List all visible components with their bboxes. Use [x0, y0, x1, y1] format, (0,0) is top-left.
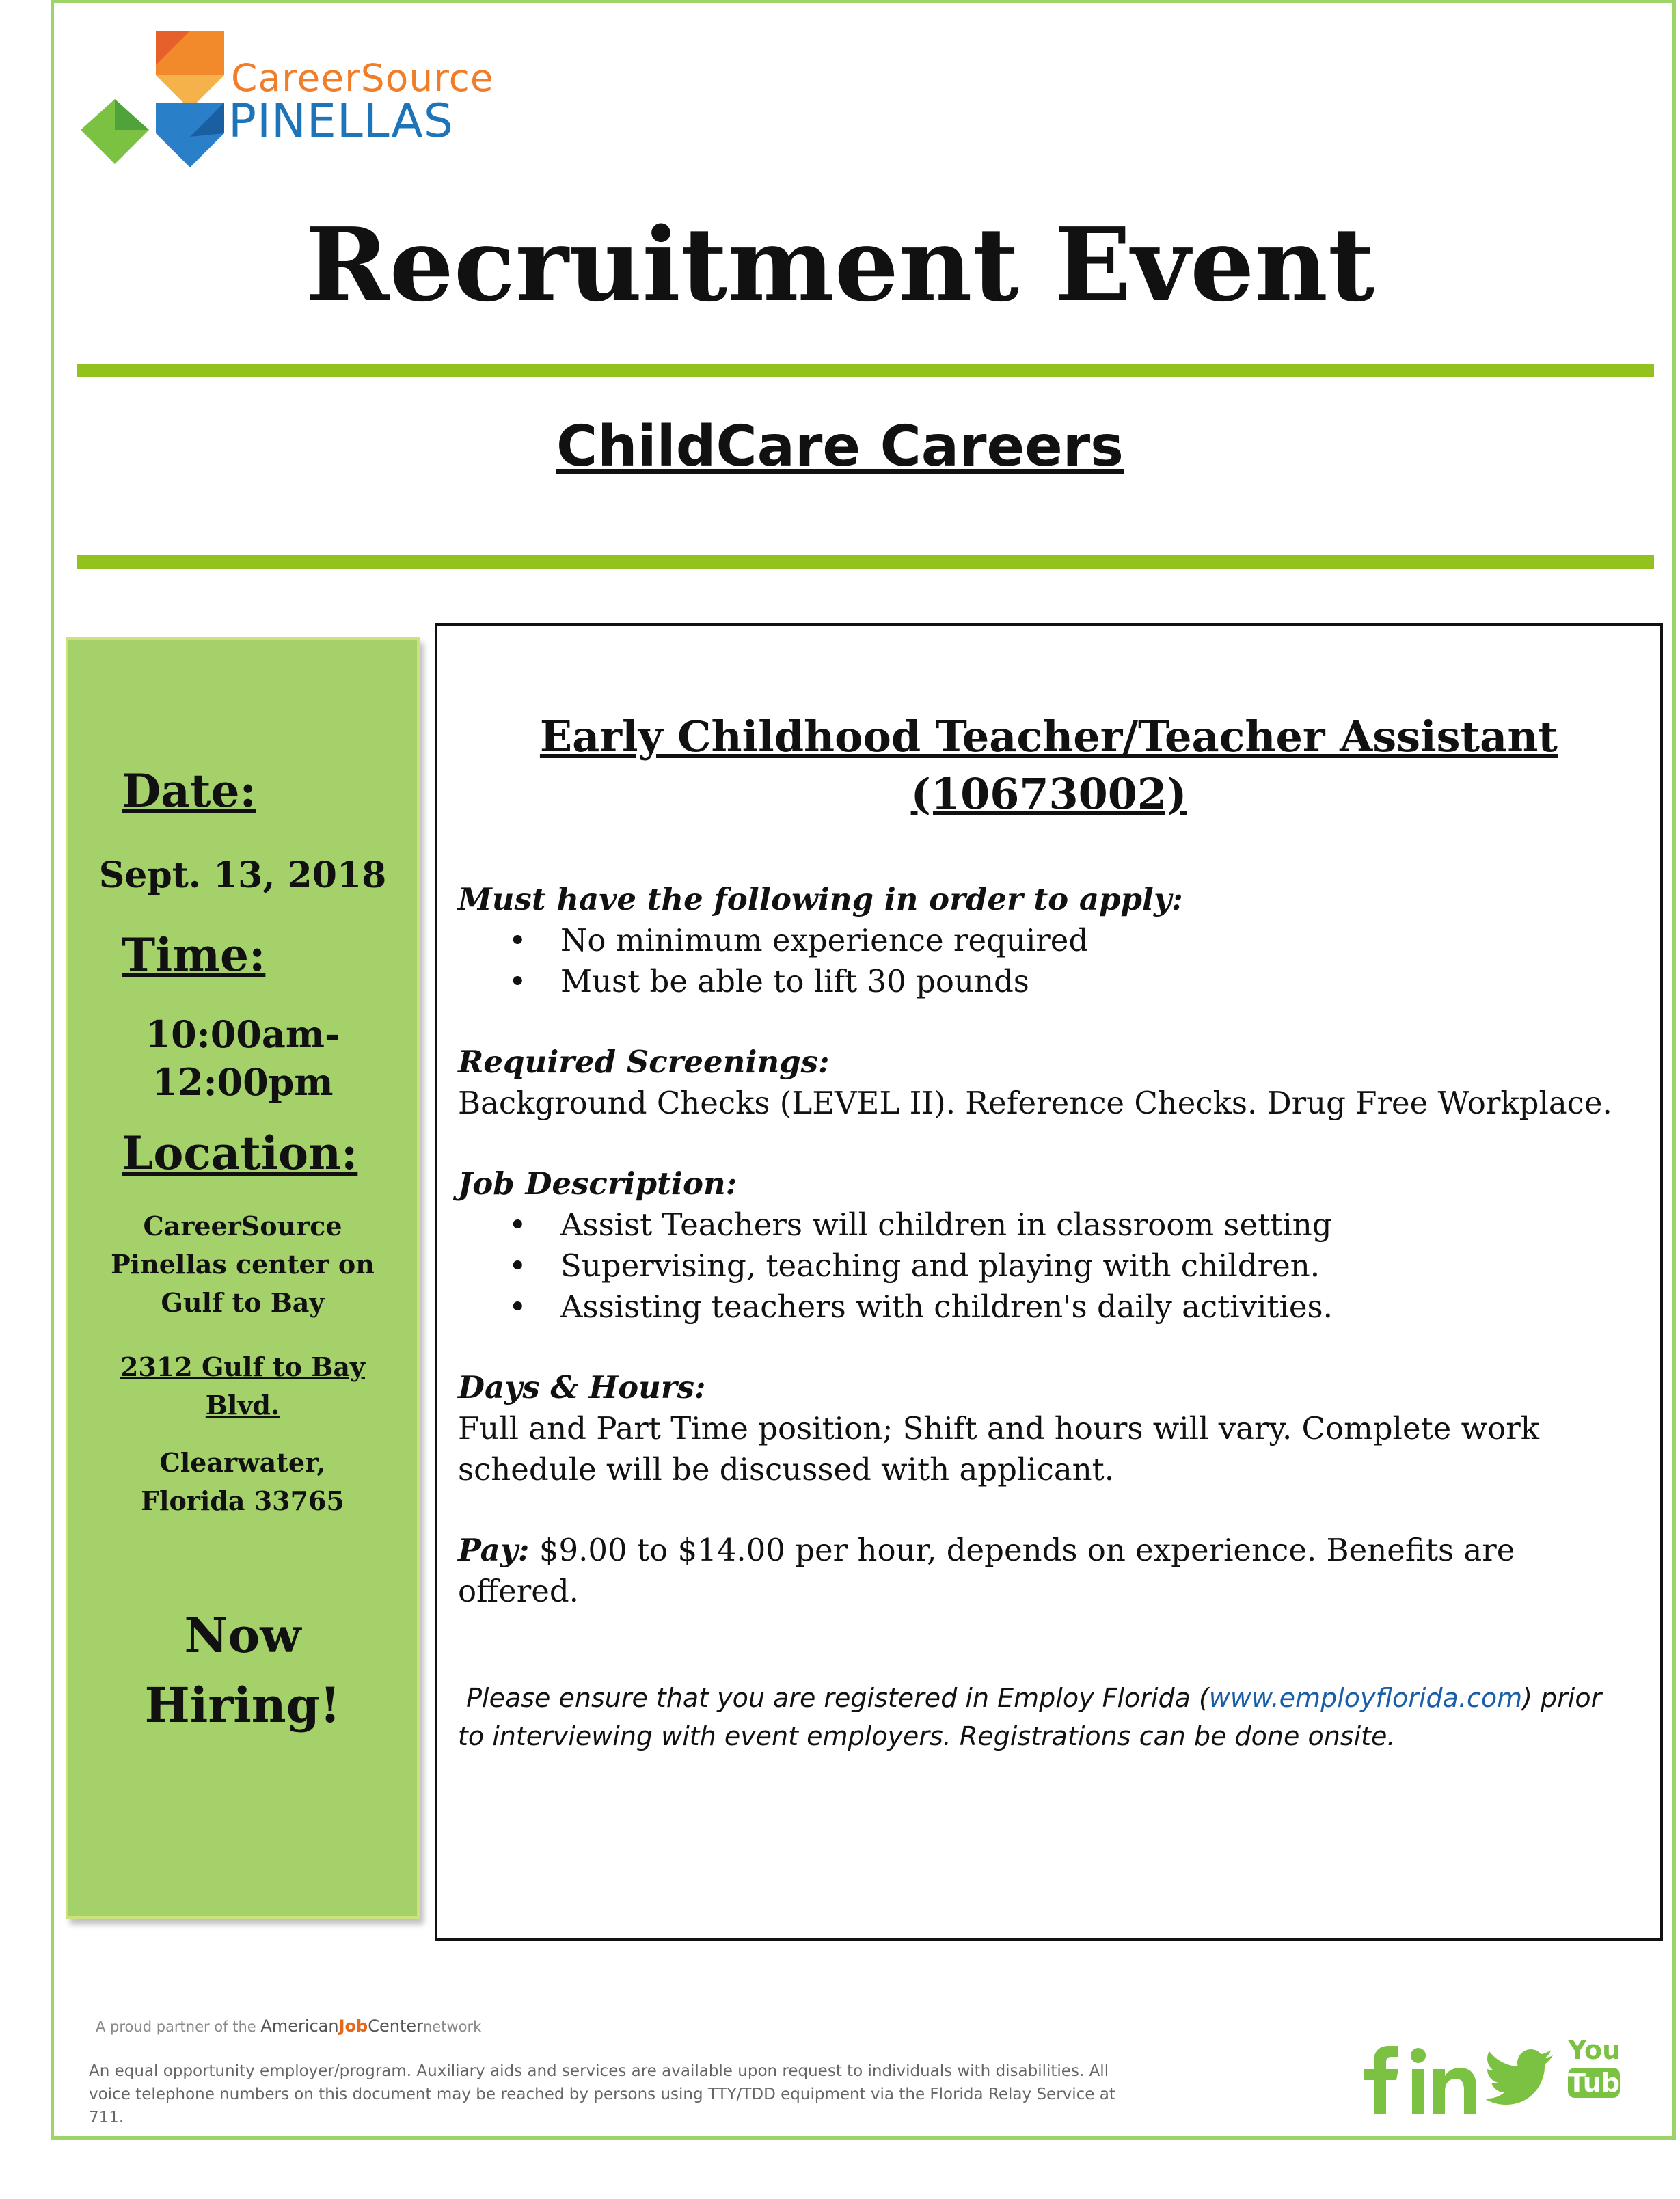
note-text: ) prior to interviewing with event employers. Registrations can be done onsite. — [458, 1683, 1602, 1751]
partner-prefix: A proud partner of the — [96, 2019, 256, 2035]
days-heading: Days & Hours: — [458, 1369, 706, 1405]
event-subtitle: ChildCare Careers — [556, 414, 1124, 479]
job-content — [458, 879, 1634, 1755]
note-text: Please ensure that you are registered in Employ Florida ( — [466, 1683, 1209, 1713]
date-value: Sept. 13, 2018 — [98, 854, 387, 896]
list-item: • Supervising, teaching and playing with children. — [458, 1245, 1634, 1286]
city-line: Clearwater, — [159, 1447, 326, 1478]
partner-center: Center — [368, 2016, 423, 2036]
logo-line1: CareerSource — [231, 56, 494, 100]
partner-suffix: network — [423, 2019, 482, 2035]
description-heading: Job Description: — [458, 1165, 737, 1202]
job-details-box — [435, 623, 1663, 1941]
requirements-heading: Must have the following in order to apply: — [458, 881, 1183, 917]
city-line: Florida 33765 — [141, 1485, 344, 1516]
pay-text: $9.00 to $14.00 per hour, depends on experience. Benefits are offered. — [458, 1532, 1515, 1609]
social-icons — [1360, 2034, 1638, 2116]
facebook-icon[interactable] — [1360, 2046, 1401, 2114]
location-line: Pinellas center on — [111, 1249, 375, 1280]
ajc-partner-line — [96, 2016, 481, 2036]
now-hiring — [68, 1601, 417, 1740]
top-divider — [77, 364, 1654, 377]
partner-american: American — [260, 2016, 339, 2036]
list-item: • Must be able to lift 30 pounds — [458, 961, 1634, 1002]
list-item: • Assisting teachers with children's daily activities. — [458, 1286, 1634, 1327]
time-label: Time: — [122, 928, 266, 982]
hiring-line: Now — [184, 1607, 301, 1664]
description-list — [458, 1204, 1634, 1327]
location-label: Location: — [122, 1127, 358, 1180]
hiring-line: Hiring! — [144, 1677, 341, 1733]
pay-line — [458, 1530, 1634, 1612]
youtube-bottom: Tube — [1568, 2068, 1638, 2098]
registration-note — [458, 1679, 1634, 1755]
twitter-icon[interactable] — [1486, 2049, 1554, 2110]
address[interactable] — [68, 1348, 417, 1425]
time-start: 10:00am- — [145, 1012, 340, 1056]
pay-label: Pay: — [458, 1532, 530, 1568]
youtube-top: You — [1568, 2035, 1621, 2065]
event-details-panel — [66, 637, 420, 1919]
list-item: • No minimum experience required — [458, 920, 1634, 961]
job-id: (10673002) — [910, 769, 1187, 819]
location-line: Gulf to Bay — [161, 1287, 325, 1318]
requirements-list — [458, 920, 1634, 1002]
disclaimer: An equal opportunity employer/program. Auxiliary aids and services are available upon request to individuals with disabilities. All voice telephone numbers on this document may be reached by persons using TTY/TDD equipment via the Florida Relay Service at 711. — [89, 2062, 1115, 2127]
job-title-line: Early Childhood Teacher/Teacher Assistant — [539, 712, 1558, 761]
list-item: • Assist Teachers will children in classroom setting — [458, 1204, 1634, 1245]
address-line[interactable]: Blvd. — [205, 1390, 280, 1420]
time-end: 12:00pm — [152, 1060, 334, 1104]
bottom-divider — [77, 555, 1654, 569]
location-name — [68, 1207, 417, 1322]
days-text: Full and Part Time position; Shift and hours will vary. Complete work schedule will be discussed with applicant. — [458, 1410, 1539, 1487]
employflorida-link[interactable]: www.employflorida.com — [1208, 1683, 1523, 1713]
date-label: Date: — [122, 764, 256, 818]
logo-line2: PINELLAS — [228, 94, 454, 148]
linkedin-icon[interactable] — [1409, 2046, 1478, 2114]
youtube-icon[interactable] — [1568, 2035, 1638, 2098]
address-line[interactable]: 2312 Gulf to Bay — [120, 1351, 366, 1382]
city-state-zip — [68, 1444, 417, 1520]
screenings-heading: Required Screenings: — [458, 1044, 830, 1080]
page-title: Recruitment Event — [305, 205, 1375, 324]
partner-job: Job — [338, 2016, 368, 2036]
location-line: CareerSource — [143, 1211, 342, 1241]
time-value — [68, 1010, 417, 1106]
job-title — [437, 708, 1660, 823]
careersource-logo — [74, 27, 494, 185]
screenings-text: Background Checks (LEVEL II). Reference Checks. Drug Free Workplace. — [458, 1085, 1612, 1121]
